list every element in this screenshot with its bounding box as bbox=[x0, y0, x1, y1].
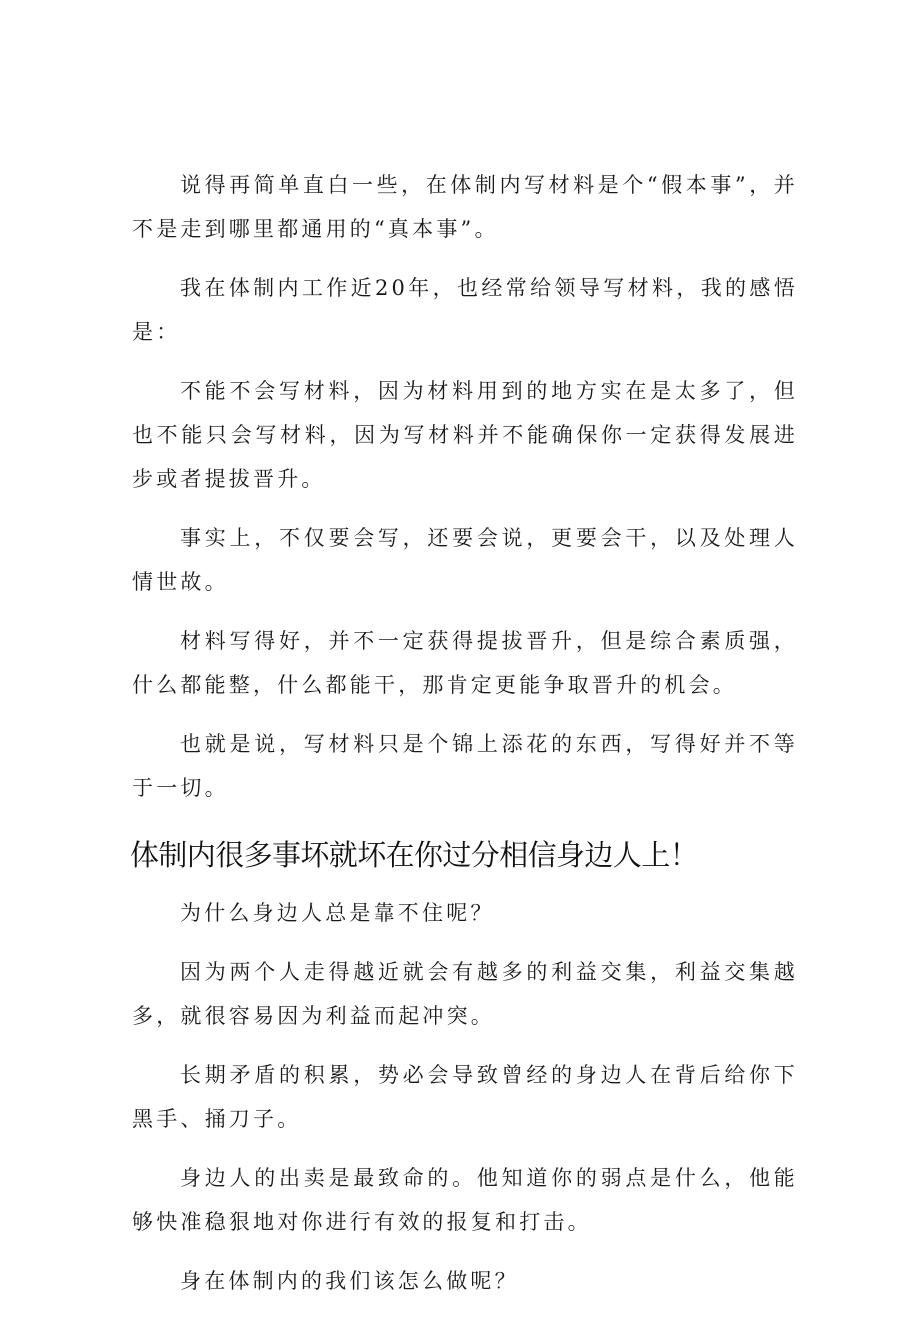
paragraph: 长期矛盾的积累，势必会导致曾经的身边人在背后给你下黑手、捅刀子。 bbox=[132, 1063, 798, 1131]
paragraph: 说得再简单直白一些，在体制内写材料是个“假本事”，并不是走到哪里都通用的“真本事”。 bbox=[132, 173, 798, 241]
paragraph: 事实上，不仅要会写，还要会说，更要会干，以及处理人情世故。 bbox=[132, 526, 798, 594]
paragraph: 我在体制内工作近20年，也经常给领导写材料，我的感悟是： bbox=[132, 276, 798, 344]
paragraph: 因为两个人走得越近就会有越多的利益交集，利益交集越多，就很容易因为利益而起冲突。 bbox=[132, 960, 798, 1028]
section-heading: 体制内很多事坏就坏在你过分相信身边人上！ bbox=[130, 838, 699, 872]
paragraph: 身边人的出卖是最致命的。他知道你的弱点是什么，他能够快准稳狠地对你进行有效的报复和打击。 bbox=[132, 1166, 798, 1234]
article-body bbox=[132, 163, 798, 1318]
paragraph: 不能不会写材料，因为材料用到的地方实在是太多了，但也不能只会写材料，因为写材料并不能确保你一定获得发展进步或者提拔晋升。 bbox=[132, 379, 798, 491]
paragraph: 也就是说，写材料只是个锦上添花的东西，写得好并不等于一切。 bbox=[132, 732, 798, 800]
paragraph: 身在体制内的我们该怎么做呢？ bbox=[180, 1269, 519, 1293]
paragraph: 为什么身边人总是靠不住呢？ bbox=[180, 901, 495, 925]
paragraph: 材料写得好，并不一定获得提拔晋升，但是综合素质强，什么都能整，什么都能干，那肯定更能争取晋升的机会。 bbox=[132, 629, 798, 697]
